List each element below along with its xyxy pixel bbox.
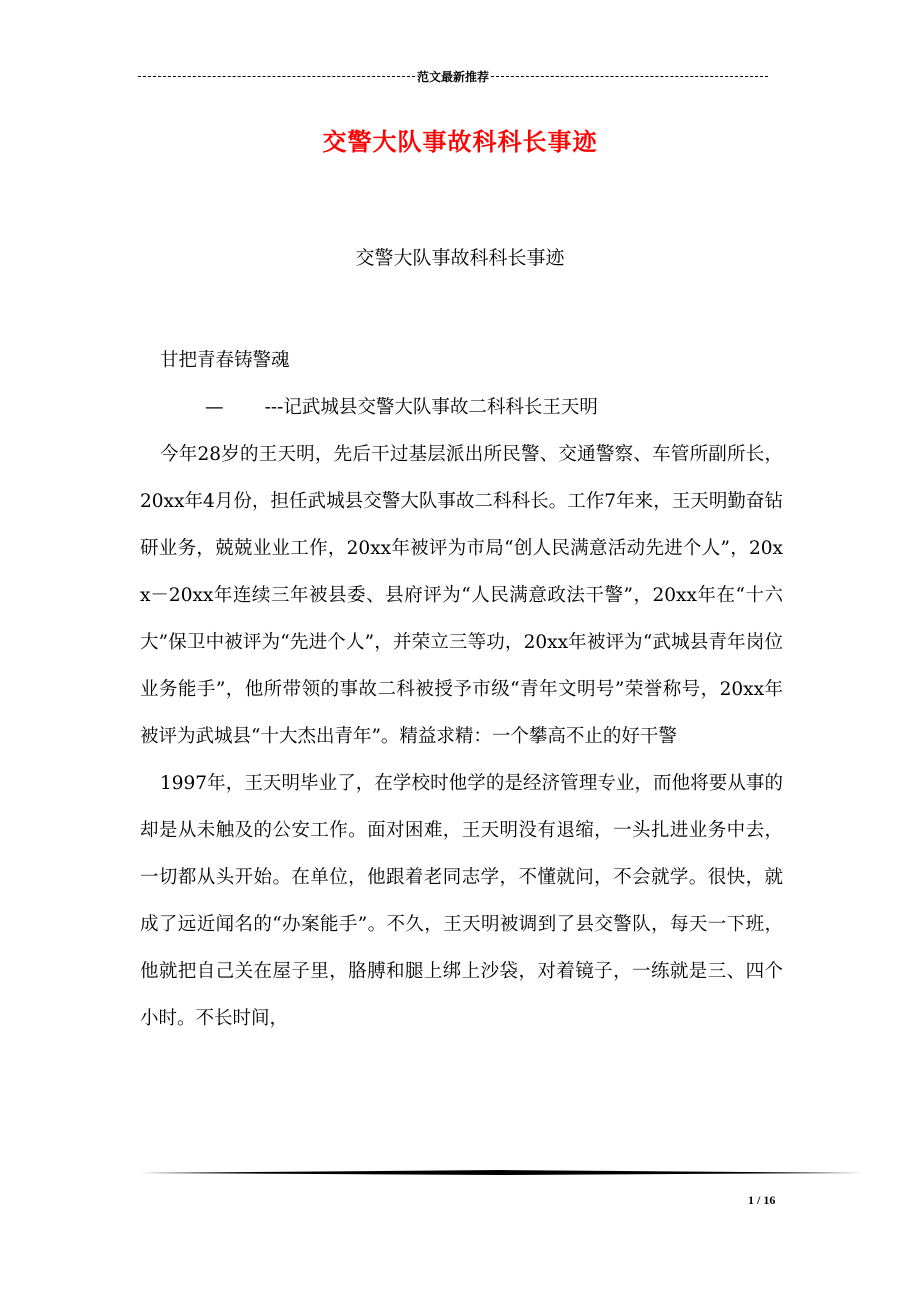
- header-dashes-right: [491, 76, 768, 77]
- page-header: [138, 68, 768, 85]
- document-subtitle: 交警大队事故科科长事迹: [355, 247, 565, 269]
- paragraph: 今年28岁的王天明，先后干过基层派出所民警、交通警察、车管所副所长，20xx年4月份，担任武城县交警大队事故二科科长。工作7年来，王天明勤奋钻研业务，兢兢业业工作，20xx年被评为市局“创人民满意活动先进个人”，20xx－20xx年连续三年被县委、县府评为“人民满意政法干警”，20xx年在“十六大”保卫中被评为“先进个人”，并荣立三等功，20xx年被评为“武城县青年岗位业务能手”，他所带领的事故二科被授予市级“青年文明号”荣誉称号，20xx年被评为武城县“十大杰出青年”。精益求精：一个攀高不止的好干警: [140, 444, 783, 747]
- paragraph: 1997年，王天明毕业了，在学校时他学的是经济管理专业，而他将要从事的却是从未触及的公安工作。面对困难，王天明没有退缩，一头扎进业务中去，一切都从头开始。在单位，他跟着老同志学，不懂就问，不会就学。很快，就成了远近闻名的“办案能手”。不久，王天明被调到了县交警队，每天一下班，他就把自己关在屋子里，胳膊和腿上绑上沙袋，对着镜子，一练就是三、四个小时。不长时间，: [140, 773, 783, 1029]
- page-number: 1 / 16: [748, 1193, 776, 1207]
- footer-rule: [140, 1170, 863, 1175]
- paragraph-heading: 甘把青春铸警魂: [160, 350, 290, 371]
- paragraph-byline: — ---记武城县交警大队事故二科科长王天明: [205, 397, 598, 418]
- document-title: 交警大队事故科科长事迹: [322, 127, 598, 156]
- header-dashes-left: [138, 76, 415, 77]
- header-label: 范文最新推荐: [417, 70, 490, 84]
- document-body: [140, 337, 783, 1042]
